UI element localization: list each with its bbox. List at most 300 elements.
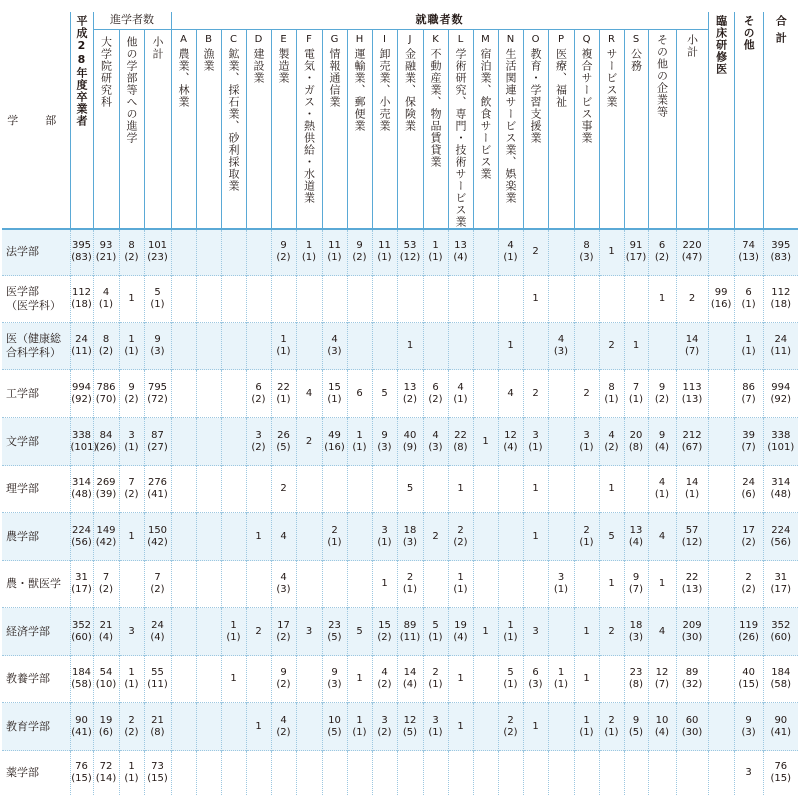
industry-cell	[548, 751, 574, 795]
industry-cell: 9 (2)	[271, 229, 296, 276]
industry-cell	[246, 323, 271, 370]
further-study-cell: 7 (2)	[93, 561, 119, 608]
graduate-career-table	[2, 12, 798, 795]
graduates-cell: 395 (83)	[70, 229, 93, 276]
industry-cell: 1 (1)	[574, 703, 599, 751]
total-header: 合計	[763, 12, 798, 229]
industry-cell	[171, 608, 196, 656]
dept-name: 医（健康総 合科学科）	[6, 332, 61, 359]
total-cell: 184 (58)	[763, 656, 798, 703]
industry-cell: 1 (1)	[498, 608, 523, 656]
further-study-cell: 24 (4)	[144, 608, 171, 656]
industry-cell: 3	[296, 608, 322, 656]
industry-cell	[548, 418, 574, 466]
industry-cell	[498, 513, 523, 561]
industry-cell: 1	[523, 703, 548, 751]
industry-cell	[574, 561, 599, 608]
industry-cell	[347, 513, 372, 561]
industry-cell	[322, 276, 347, 323]
industry-cell	[296, 513, 322, 561]
further-study-cell: 795 (72)	[144, 370, 171, 418]
industry-code: B	[205, 33, 212, 45]
industry-cell	[648, 751, 676, 795]
graduates-cell: 90 (41)	[70, 703, 93, 751]
dept-name: 農・獣医学	[6, 577, 61, 590]
industry-cell	[221, 418, 246, 466]
other-cell: 74 (13)	[734, 229, 763, 276]
industry-cell: 4 (3)	[322, 323, 347, 370]
total-cell: 31 (17)	[763, 561, 798, 608]
industry-cell: 6	[347, 370, 372, 418]
further-study-cell: 3 (1)	[119, 418, 144, 466]
industry-col-header	[423, 29, 448, 229]
industry-cell	[221, 370, 246, 418]
graduates-cell: 352 (60)	[70, 608, 93, 656]
industry-cell: 40 (9)	[397, 418, 423, 466]
industry-cell: 18 (3)	[624, 608, 648, 656]
industry-cell	[246, 276, 271, 323]
graduates-cell: 314 (48)	[70, 466, 93, 513]
industry-cell	[296, 466, 322, 513]
industry-col-header	[246, 29, 271, 229]
industry-cell: 1	[523, 276, 548, 323]
industry-cell	[423, 276, 448, 323]
employment-subtotal-cell: 60 (30)	[676, 703, 708, 751]
other-cell: 86 (7)	[734, 370, 763, 418]
industry-cell: 23 (5)	[322, 608, 347, 656]
industry-cell	[347, 276, 372, 323]
industry-cell	[372, 466, 397, 513]
industry-col-header	[599, 29, 624, 229]
industry-name: 運輸業、郵便業	[353, 47, 366, 132]
industry-name: 宿泊業、飲食サービス業	[479, 47, 492, 180]
industry-cell	[448, 276, 473, 323]
industry-cell: 9 (4)	[648, 418, 676, 466]
industry-cell	[574, 466, 599, 513]
industry-cell	[347, 466, 372, 513]
industry-col-header	[473, 29, 498, 229]
industry-cell	[196, 561, 221, 608]
further-study-cell: 7 (2)	[119, 466, 144, 513]
clinical-cell	[708, 751, 734, 795]
industry-name: その他の企業等	[655, 33, 669, 118]
industry-cell: 4 (2)	[271, 703, 296, 751]
graduates-cell: 184 (58)	[70, 656, 93, 703]
industry-cell	[473, 656, 498, 703]
other-cell: 17 (2)	[734, 513, 763, 561]
industry-col-header	[196, 29, 221, 229]
further-study-cell: 269 (39)	[93, 466, 119, 513]
other-cell: 119 (26)	[734, 608, 763, 656]
industry-cell	[473, 323, 498, 370]
further-study-cell: 72 (14)	[93, 751, 119, 795]
industry-cell	[271, 276, 296, 323]
industry-cell	[296, 703, 322, 751]
total-cell: 338 (101)	[763, 418, 798, 466]
table-row	[2, 703, 798, 751]
industry-cell	[397, 751, 423, 795]
other-header: その他	[734, 12, 763, 229]
table-row	[2, 418, 798, 466]
industry-cell: 22 (8)	[448, 418, 473, 466]
industry-cell: 4 (1)	[448, 370, 473, 418]
industry-cell: 1	[648, 276, 676, 323]
industry-cell: 5	[397, 466, 423, 513]
industry-cell	[171, 323, 196, 370]
industry-cell: 6 (2)	[423, 370, 448, 418]
other-cell: 1 (1)	[734, 323, 763, 370]
graduates-cell: 994 (92)	[70, 370, 93, 418]
industry-col-header	[221, 29, 246, 229]
industry-cell: 19 (4)	[448, 608, 473, 656]
total-cell: 314 (48)	[763, 466, 798, 513]
industry-cell	[473, 561, 498, 608]
industry-cell: 5	[372, 370, 397, 418]
graduates-cell: 76 (15)	[70, 751, 93, 795]
employment-subtotal-cell: 113 (13)	[676, 370, 708, 418]
industry-cell: 1	[523, 513, 548, 561]
industry-cell: 4 (3)	[271, 561, 296, 608]
industry-cell: 4	[271, 513, 296, 561]
industry-cell	[423, 323, 448, 370]
employment-subtotal-cell: 57 (12)	[676, 513, 708, 561]
industry-col-header	[397, 29, 423, 229]
industry-cell: 3 (1)	[372, 513, 397, 561]
industry-cell	[548, 513, 574, 561]
industry-cell: 2 (1)	[423, 656, 448, 703]
further-study-col-header: 他の学部等への進学	[119, 29, 144, 229]
industry-name: 卸売業、小売業	[378, 47, 391, 132]
industry-cell: 1	[648, 561, 676, 608]
industry-cell: 3 (1)	[423, 703, 448, 751]
further-study-cell: 93 (21)	[93, 229, 119, 276]
industry-cell	[196, 703, 221, 751]
industry-cell: 4 (3)	[548, 323, 574, 370]
employment-subtotal-cell: 14 (1)	[676, 466, 708, 513]
industry-cell: 2 (1)	[599, 703, 624, 751]
dept-name: 薬学部	[6, 765, 39, 779]
industry-cell: 2	[523, 229, 548, 276]
industry-cell: 10 (5)	[322, 703, 347, 751]
industry-cell	[498, 751, 523, 795]
total-cell: 76 (15)	[763, 751, 798, 795]
industry-cell	[171, 513, 196, 561]
industry-cell	[473, 229, 498, 276]
industry-cell: 3 (2)	[246, 418, 271, 466]
industry-cell: 53 (12)	[397, 229, 423, 276]
other-cell: 2 (2)	[734, 561, 763, 608]
industry-name: 農業、林業	[177, 47, 190, 108]
industry-col-header	[271, 29, 296, 229]
industry-cell: 6 (2)	[246, 370, 271, 418]
industry-cell: 2	[271, 466, 296, 513]
industry-cell: 1	[372, 561, 397, 608]
other-cell: 40 (15)	[734, 656, 763, 703]
industry-code: I	[383, 33, 386, 45]
industry-code: P	[557, 33, 565, 45]
industry-code: A	[180, 33, 187, 45]
graduates-cell: 31 (17)	[70, 561, 93, 608]
table-row	[2, 608, 798, 656]
clinical-cell	[708, 229, 734, 276]
industry-cell	[397, 276, 423, 323]
industry-cell: 1	[624, 323, 648, 370]
industry-cell: 2	[296, 418, 322, 466]
industry-code: N	[506, 33, 515, 45]
faculty-header: 学 部	[7, 113, 65, 127]
industry-cell: 2	[523, 370, 548, 418]
further-study-cell: 9 (3)	[144, 323, 171, 370]
industry-cell	[171, 276, 196, 323]
industry-cell: 1	[473, 608, 498, 656]
industry-name: 製造業	[277, 47, 290, 84]
industry-cell	[423, 561, 448, 608]
industry-cell: 4	[648, 608, 676, 656]
industry-cell: 8 (3)	[574, 229, 599, 276]
further-study-cell: 5 (1)	[144, 276, 171, 323]
other-cell: 3	[734, 751, 763, 795]
clinical-cell	[708, 513, 734, 561]
industry-cell: 49 (16)	[322, 418, 347, 466]
industry-name: 教育・学習支援業	[529, 47, 542, 144]
industry-cell: 9 (2)	[271, 656, 296, 703]
industry-cell: 10 (4)	[648, 703, 676, 751]
industry-cell	[624, 276, 648, 323]
industry-name: 公務	[629, 47, 643, 72]
further-study-cell: 786 (70)	[93, 370, 119, 418]
industry-cell	[599, 751, 624, 795]
industry-cell	[246, 656, 271, 703]
industry-cell	[296, 561, 322, 608]
industry-cell: 1 (1)	[221, 608, 246, 656]
industry-cell	[221, 466, 246, 513]
industry-cell: 2 (2)	[448, 513, 473, 561]
industry-cell	[498, 466, 523, 513]
other-cell: 24 (6)	[734, 466, 763, 513]
further-study-cell: 101 (23)	[144, 229, 171, 276]
industry-cell: 15 (1)	[322, 370, 347, 418]
industry-cell	[246, 466, 271, 513]
further-study-col-header: 大学院研究科	[93, 29, 119, 229]
industry-cell: 6 (3)	[523, 656, 548, 703]
clinical-header: 臨床研修医	[708, 12, 734, 229]
industry-cell: 9 (5)	[624, 703, 648, 751]
industry-cell: 1	[221, 656, 246, 703]
industry-cell: 8 (1)	[599, 370, 624, 418]
industry-cell: 9 (2)	[648, 370, 676, 418]
industry-code: L	[457, 33, 464, 45]
further-study-cell: 1 (1)	[119, 323, 144, 370]
industry-code: H	[355, 33, 364, 45]
industry-cell: 2 (2)	[498, 703, 523, 751]
industry-cell: 1	[599, 466, 624, 513]
further-study-cell: 73 (15)	[144, 751, 171, 795]
clinical-cell	[708, 370, 734, 418]
industry-cell: 2	[423, 513, 448, 561]
industry-col-header	[448, 29, 473, 229]
industry-cell	[448, 751, 473, 795]
further-study-cell: 21 (4)	[93, 608, 119, 656]
industry-cell	[322, 561, 347, 608]
industry-cell	[423, 466, 448, 513]
industry-cell: 12 (4)	[498, 418, 523, 466]
industry-cell: 2 (1)	[574, 513, 599, 561]
total-cell: 352 (60)	[763, 608, 798, 656]
industry-cell	[548, 229, 574, 276]
industry-cell	[221, 561, 246, 608]
industry-cell: 4 (1)	[498, 229, 523, 276]
industry-cell	[221, 703, 246, 751]
industry-cell: 1	[574, 656, 599, 703]
industry-cell	[171, 703, 196, 751]
graduates-cell: 224 (56)	[70, 513, 93, 561]
industry-col-header	[347, 29, 372, 229]
industry-cell	[624, 751, 648, 795]
industry-cell: 9 (2)	[347, 229, 372, 276]
industry-cell: 9 (3)	[322, 656, 347, 703]
industry-code: M	[481, 33, 490, 45]
industry-cell: 2	[599, 608, 624, 656]
further-study-cell: 1	[119, 513, 144, 561]
industry-cell	[548, 608, 574, 656]
industry-cell	[322, 466, 347, 513]
graduates-cell: 338 (101)	[70, 418, 93, 466]
industry-col-header	[574, 29, 599, 229]
industry-cell: 2	[246, 608, 271, 656]
employment-subtotal-cell: 14 (7)	[676, 323, 708, 370]
industry-cell	[423, 751, 448, 795]
industry-cell	[196, 513, 221, 561]
total-cell: 994 (92)	[763, 370, 798, 418]
industry-cell: 12 (7)	[648, 656, 676, 703]
industry-cell: 12 (5)	[397, 703, 423, 751]
industry-col-header	[624, 29, 648, 229]
industry-code: F	[306, 33, 312, 45]
further-study-cell: 1 (1)	[119, 656, 144, 703]
industry-cell: 4 (3)	[423, 418, 448, 466]
industry-cell	[322, 751, 347, 795]
table-row	[2, 229, 798, 276]
industry-cell: 89 (11)	[397, 608, 423, 656]
table-row	[2, 466, 798, 513]
industry-cell	[599, 276, 624, 323]
industry-cell	[196, 323, 221, 370]
industry-cell	[372, 751, 397, 795]
industry-cell: 2	[599, 323, 624, 370]
total-cell: 395 (83)	[763, 229, 798, 276]
industry-cell	[196, 656, 221, 703]
industry-cell	[196, 276, 221, 323]
industry-cell: 18 (3)	[397, 513, 423, 561]
industry-cell	[196, 608, 221, 656]
industry-cell: 7 (1)	[624, 370, 648, 418]
industry-name: 医療、福祉	[554, 47, 568, 108]
industry-cell: 14 (4)	[397, 656, 423, 703]
clinical-cell	[708, 561, 734, 608]
industry-cell: 1 (1)	[347, 418, 372, 466]
industry-cell: 5 (1)	[498, 656, 523, 703]
industry-cell: 1	[246, 513, 271, 561]
industry-cell	[171, 656, 196, 703]
industry-cell: 9 (7)	[624, 561, 648, 608]
graduates-cell: 24 (11)	[70, 323, 93, 370]
industry-code: O	[531, 33, 540, 45]
employment-subtotal-cell: 212 (67)	[676, 418, 708, 466]
industry-name: 建設業	[252, 47, 265, 84]
industry-cell: 15 (2)	[372, 608, 397, 656]
industry-cell	[473, 513, 498, 561]
industry-cell	[473, 751, 498, 795]
industry-cell: 1 (1)	[347, 703, 372, 751]
industry-code: Q	[582, 33, 591, 45]
industry-cell: 1 (1)	[548, 656, 574, 703]
industry-cell: 1	[448, 703, 473, 751]
industry-code: J	[408, 33, 412, 45]
industry-cell	[171, 229, 196, 276]
industry-cell	[624, 466, 648, 513]
industry-cell: 9 (3)	[372, 418, 397, 466]
industry-cell	[246, 561, 271, 608]
industry-name: 複合サービス事業	[580, 47, 593, 144]
dept-name: 経済学部	[6, 624, 50, 638]
industry-cell: 4	[296, 370, 322, 418]
dept-name: 医学部 （医学科）	[6, 285, 61, 312]
industry-cell: 2 (1)	[397, 561, 423, 608]
industry-cell: 11 (1)	[322, 229, 347, 276]
employment-subtotal-header: 小計	[676, 29, 708, 229]
industry-name: 生活関連サービス業、娯楽業	[504, 47, 517, 204]
industry-cell: 26 (5)	[271, 418, 296, 466]
industry-cell	[574, 276, 599, 323]
industry-cell	[246, 751, 271, 795]
industry-col-header	[523, 29, 548, 229]
other-cell: 6 (1)	[734, 276, 763, 323]
industry-cell: 1	[246, 703, 271, 751]
dept-name: 教養学部	[6, 672, 50, 685]
industry-cell	[523, 561, 548, 608]
industry-cell	[296, 656, 322, 703]
industry-cell	[196, 229, 221, 276]
further-study-cell: 149 (42)	[93, 513, 119, 561]
further-study-cell: 4 (1)	[93, 276, 119, 323]
industry-cell	[196, 466, 221, 513]
industry-cell	[221, 229, 246, 276]
industry-cell: 13 (4)	[624, 513, 648, 561]
industry-col-header	[296, 29, 322, 229]
industry-cell: 2 (1)	[322, 513, 347, 561]
further-study-cell: 8 (2)	[119, 229, 144, 276]
industry-cell	[523, 751, 548, 795]
industry-code: D	[254, 33, 263, 45]
industry-cell: 1	[448, 656, 473, 703]
industry-cell: 13 (2)	[397, 370, 423, 418]
industry-cell: 13 (4)	[448, 229, 473, 276]
industry-cell	[648, 323, 676, 370]
industry-cell	[296, 751, 322, 795]
further-study-cell: 2 (2)	[119, 703, 144, 751]
industry-cell	[523, 323, 548, 370]
dept-name: 理学部	[6, 482, 39, 495]
industry-code: S	[632, 33, 640, 45]
further-study-cell: 1	[119, 276, 144, 323]
industry-cell	[171, 561, 196, 608]
industry-cell	[548, 703, 574, 751]
industry-col-header	[372, 29, 397, 229]
dept-name: 文学部	[6, 434, 39, 448]
industry-cell	[171, 370, 196, 418]
industry-cell: 1 (1)	[271, 323, 296, 370]
further-study-cell: 150 (42)	[144, 513, 171, 561]
